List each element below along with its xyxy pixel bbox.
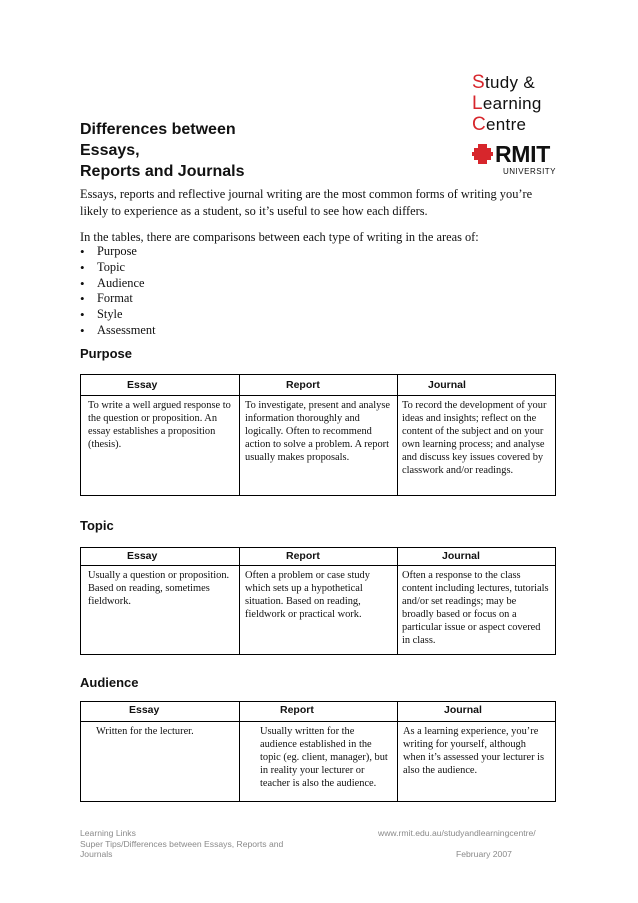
cell-essay: To write a well argued response to the question or proposition. An essay establishes a proposition (thesis). xyxy=(81,396,240,496)
cell-journal: To record the development of your ideas and insights; reflect on the content of the subject and on your own learning process; and analyse and discuss key issues covered by classwork and/or readings. xyxy=(398,396,556,496)
table-row xyxy=(81,396,556,496)
page-title xyxy=(80,119,244,182)
rmit-pixel-mark-icon xyxy=(472,144,494,164)
cell-journal: As a learning experience, you’re writing for yourself, although when it’s assessed your lecturer is also the audience. xyxy=(398,722,556,802)
title-line-2: Essays, xyxy=(80,142,140,159)
header-essay: Essay xyxy=(81,548,240,566)
table-header-row xyxy=(81,548,556,566)
header-report: Report xyxy=(240,548,398,566)
header-journal: Journal xyxy=(398,702,556,722)
table-header-row xyxy=(81,702,556,722)
header-report: Report xyxy=(240,375,398,396)
audience-table xyxy=(80,701,556,802)
header-journal: Journal xyxy=(398,548,556,566)
slc-logo xyxy=(472,72,572,135)
cell-essay: Usually a question or proposition. Based on reading, sometimes fieldwork. xyxy=(81,566,240,655)
title-line-3: Reports and Journals xyxy=(80,163,245,180)
logo-line-centre: Centre xyxy=(472,114,527,135)
list-item: • Purpose xyxy=(80,244,156,260)
list-item: • Style xyxy=(80,307,156,323)
rmit-university-label: UNIVERSITY xyxy=(503,167,557,176)
topic-table xyxy=(80,547,556,655)
footer-learning-links: Learning Links xyxy=(80,828,136,838)
cell-report: Often a problem or case study which sets up a hypothetical situation. Based on reading, fieldwork or practical work. xyxy=(240,566,398,655)
header-report: Report xyxy=(240,702,398,722)
purpose-heading: Purpose xyxy=(80,346,133,361)
cell-report: Usually written for the audience established in the topic (eg. client, manager), but in reality your lecturer or teacher is also the audience. xyxy=(240,722,398,802)
cell-essay: Written for the lecturer. xyxy=(81,722,240,802)
purpose-table xyxy=(80,374,556,496)
list-item: • Audience xyxy=(80,276,156,292)
rmit-logo xyxy=(472,140,572,180)
footer-left xyxy=(80,828,283,860)
rmit-wordmark: RMIT xyxy=(495,141,551,167)
cell-journal: Often a response to the class content including lectures, tutorials and/or set readings; may be broadly based or focus on a particular issue or aspect covered in class. xyxy=(398,566,556,655)
footer-doc-path-cont: Journals xyxy=(80,849,113,859)
title-line-1: Differences between xyxy=(80,121,236,138)
table-row xyxy=(81,566,556,655)
table-header-row xyxy=(81,375,556,396)
topic-heading: Topic xyxy=(80,518,114,533)
header-essay: Essay xyxy=(81,375,240,396)
intro-paragraph: Essays, reports and reflective journal writing are the most common forms of writing you’re likely to experience as a student, so it’s useful to see how each differs. xyxy=(80,187,533,218)
cell-report: To investigate, present and analyse information thoroughly and logically. Often to recommend action to solve a problem. A report usually makes proposals. xyxy=(240,396,398,496)
footer-date: February 2007 xyxy=(456,849,512,859)
logo-line-learning: Learning xyxy=(472,93,542,114)
list-item: • Topic xyxy=(80,260,156,276)
areas-list xyxy=(80,244,156,339)
areas-intro: In the tables, there are comparisons between each type of writing in the areas of: xyxy=(80,230,479,244)
logo-line-study: Study & xyxy=(472,72,535,93)
footer-url: www.rmit.edu.au/studyandlearningcentre/ xyxy=(378,828,536,838)
list-item: • Format xyxy=(80,291,156,307)
audience-heading: Audience xyxy=(80,675,139,690)
header-essay: Essay xyxy=(81,702,240,722)
header-journal: Journal xyxy=(398,375,556,396)
footer-doc-path: Super Tips/Differences between Essays, Reports and xyxy=(80,838,284,849)
table-row xyxy=(81,722,556,802)
list-item: • Assessment xyxy=(80,323,156,339)
